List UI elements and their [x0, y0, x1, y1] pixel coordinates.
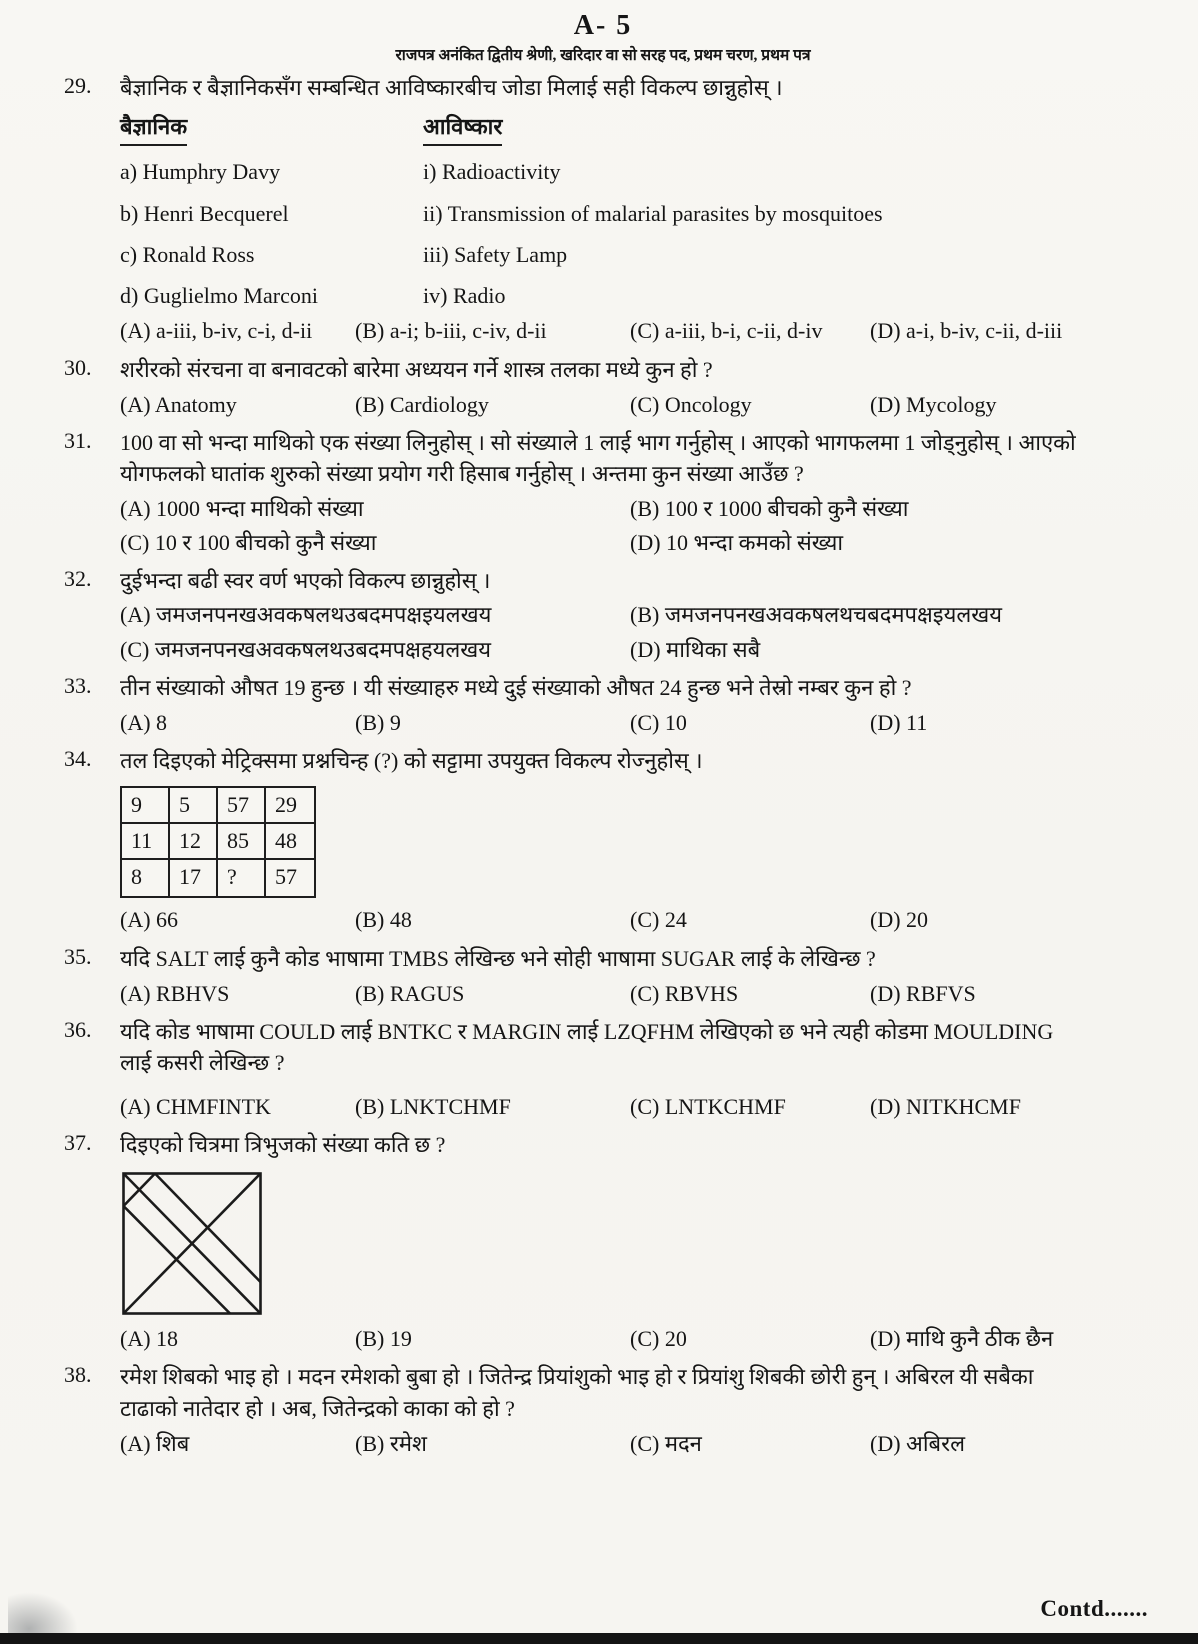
option-b: (B) 19 [355, 1326, 412, 1352]
matrix-cell: 85 [218, 824, 266, 860]
question-number: 32. [64, 566, 92, 592]
matrix-table [120, 786, 316, 898]
option-b: (B) 9 [355, 709, 401, 735]
options-row [120, 315, 1142, 346]
matrix-row [122, 824, 314, 860]
option-c: (C) 10 र 100 बीचको कुनै संख्या [120, 529, 377, 555]
option-b: (B) LNKTCHMF [355, 1093, 511, 1119]
option-d: (D) अबिरल [870, 1430, 966, 1456]
question-38 [64, 1361, 1142, 1459]
match-column-header-right: आविष्कार [423, 111, 502, 146]
option-d: (D) 11 [870, 709, 928, 735]
match-pair-right: iii) Safety Lamp [423, 241, 568, 267]
match-pair-right: iv) Radio [423, 283, 506, 309]
matrix-cell: 12 [170, 824, 218, 860]
option-b: (B) Cardiology [355, 391, 489, 417]
option-c: (C) a-iii, b-i, c-ii, d-iv [630, 318, 823, 344]
matrix-cell: 57 [275, 864, 297, 890]
option-d: (D) a-i, b-iv, c-ii, d-iii [870, 318, 1063, 344]
matrix-cell: 8 [122, 860, 170, 896]
question-36 [64, 1016, 1142, 1122]
matrix-cell: 11 [122, 824, 170, 860]
match-pair-left: c) Ronald Ross [120, 241, 255, 267]
option-a: (A) 66 [120, 907, 179, 933]
question-text: बैज्ञानिक र बैज्ञानिकसँग सम्बन्धित आविष्कारबीच जोडा मिलाई सही विकल्प छान्नुहोस् । [120, 75, 783, 100]
option-b: (B) a-i; b-iii, c-iv, d-ii [355, 318, 547, 344]
triangle-count-figure [122, 1172, 1142, 1315]
option-a: (A) CHMFINTK [120, 1093, 271, 1119]
option-a: (A) 18 [120, 1326, 179, 1352]
question-29 [64, 72, 1142, 347]
option-c: (C) जमजनपनखअवकषलथउबदमपक्षहयलखय [120, 636, 492, 662]
question-number: 36. [64, 1017, 92, 1043]
match-pair-left: a) Humphry Davy [120, 159, 281, 185]
square-diagonals-figure [122, 1172, 262, 1315]
option-c: (C) 10 [630, 709, 687, 735]
bottom-scan-edge [0, 1633, 1198, 1644]
options-row [120, 634, 1142, 665]
option-d: (D) माथि कुनै ठीक छैन [870, 1326, 1054, 1352]
option-b: (B) जमजनपनखअवकषलथचबदमपक्षइयलखय [630, 602, 1003, 628]
options-row [120, 707, 1142, 738]
question-31 [64, 427, 1142, 558]
scan-smudge [8, 1592, 78, 1638]
match-pair-right: ii) Transmission of malarial parasites by mosquitoes [423, 200, 883, 226]
option-a: (A) शिब [120, 1430, 190, 1456]
matrix-row [122, 860, 314, 896]
question-number: 38. [64, 1362, 92, 1388]
match-pair-left: b) Henri Becquerel [120, 200, 289, 226]
question-number: 37. [64, 1129, 92, 1155]
option-d: (D) Mycology [870, 391, 997, 417]
question-number: 33. [64, 672, 92, 698]
question-text: यदि कोड भाषामा COULD लाई BNTKC र MARGIN लाई LZQFHM लेखिएको छ भने त्यही कोडमा MOULDING [120, 1019, 1054, 1045]
options-row [120, 978, 1142, 1009]
question-34 [64, 745, 1142, 935]
option-a: (A) 8 [120, 709, 168, 735]
matrix-cell: ? [218, 860, 266, 896]
options-row [120, 1323, 1142, 1354]
option-c: (C) 24 [630, 907, 687, 933]
option-b: (B) रमेश [355, 1430, 427, 1456]
question-number: 34. [64, 746, 92, 772]
question-30 [64, 354, 1142, 420]
question-text: 100 वा सो भन्दा माथिको एक संख्या लिनुहोस् । सो संख्याले 1 लाई भाग गर्नुहोस् । आएको भागफलमा 1 जोड्नुहोस् । आएको [120, 430, 1076, 456]
option-a: (A) RBHVS [120, 980, 230, 1006]
question-text: रमेश शिबको भाइ हो । मदन रमेशको बुबा हो । जितेन्द्र प्रियांशुको भाइ हो र प्रियांशु शिबकी छोरी हुन् । अबिरल यी सबैका [120, 1364, 1034, 1390]
option-d: (D) माथिका सबै [630, 636, 761, 662]
option-b: (B) 48 [355, 907, 412, 933]
matrix-cell: 5 [170, 788, 218, 824]
question-text: दिइएको चित्रमा त्रिभुजको संख्या कति छ ? [120, 1131, 446, 1157]
page-code: A- 5 [573, 10, 633, 41]
option-c: (C) 20 [630, 1326, 687, 1352]
question-text: टाढाको नातेदार हो । अब, जितेन्द्रको काका को हो ? [120, 1395, 515, 1421]
option-d: (D) RBFVS [870, 980, 976, 1006]
option-b: (B) 100 र 1000 बीचको कुनै संख्या [630, 495, 909, 521]
option-c: (C) Oncology [630, 391, 752, 417]
options-row [120, 527, 1142, 558]
option-a: (A) 1000 भन्दा माथिको संख्या [120, 495, 364, 521]
options-row [120, 1428, 1142, 1459]
matrix-cell: 48 [266, 824, 314, 860]
question-text: तीन संख्याको औषत 19 हुन्छ । यी संख्याहरु मध्ये दुई संख्याको औषत 24 हुन्छ भने तेस्रो नम्बर कुन हो ? [120, 674, 912, 700]
question-text: दुईभन्दा बढी स्वर वर्ण भएको विकल्प छान्नुहोस् । [120, 568, 491, 594]
option-b: (B) RAGUS [355, 980, 465, 1006]
options-row [120, 1091, 1142, 1122]
option-d: (D) 10 भन्दा कमको संख्या [630, 529, 844, 555]
question-text: तल दिइएको मेट्रिक्समा प्रश्नचिन्ह (?) को सट्टामा उपयुक्त विकल्प रोज्नुहोस् । [120, 748, 703, 774]
match-pair-left: d) Guglielmo Marconi [120, 283, 318, 309]
question-35 [64, 943, 1142, 1009]
matrix-cell: 17 [170, 860, 218, 896]
question-text: यदि SALT लाई कुनै कोड भाषामा TMBS लेखिन्छ भने सोही भाषामा SUGAR लाई के लेखिन्छ ? [120, 945, 876, 971]
question-text: शरीरको संरचना वा बनावटको बारेमा अध्ययन गर्ने शास्त्र तलका मध्ये कुन हो ? [120, 356, 713, 382]
option-c: (C) मदन [630, 1430, 702, 1456]
question-number: 31. [64, 428, 92, 454]
matrix-cell: 29 [266, 788, 314, 824]
matrix-cell: 9 [122, 788, 170, 824]
question-37 [64, 1129, 1142, 1354]
options-row [120, 389, 1142, 420]
option-c: (C) RBVHS [630, 980, 739, 1006]
matrix-row [122, 788, 314, 824]
options-row [120, 904, 1142, 935]
paper-subtitle: राजपत्र अनंकित द्वितीय श्रेणी, खरिदार वा सो सरह पद, प्रथम चरण, प्रथम पत्र [395, 47, 811, 64]
continued-label: Contd....... [1040, 1596, 1148, 1621]
option-d: (D) 20 [870, 907, 929, 933]
question-text: लाई कसरी लेखिन्छ ? [120, 1050, 285, 1076]
option-a: (A) a-iii, b-iv, c-i, d-ii [120, 318, 313, 344]
question-text: योगफलको घातांक शुरुको संख्या प्रयोग गरी हिसाब गर्नुहोस् । अन्तमा कुन संख्या आउँछ ? [120, 461, 804, 487]
match-column-header-left: बैज्ञानिक [120, 111, 187, 146]
question-number: 35. [64, 943, 92, 969]
option-a: (A) Anatomy [120, 391, 237, 417]
question-32 [64, 565, 1142, 665]
question-33 [64, 672, 1142, 738]
question-number: 29. [64, 73, 92, 98]
option-a: (A) जमजनपनखअवकषलथउबदमपक्षइयलखय [120, 602, 492, 628]
matrix-cell: 57 [218, 788, 266, 824]
question-number: 30. [64, 354, 92, 380]
option-c: (C) LNTKCHMF [630, 1093, 786, 1119]
options-row [120, 599, 1142, 630]
option-d: (D) NITKHCMF [870, 1093, 1021, 1119]
match-columns [120, 111, 1142, 311]
match-pair-right: i) Radioactivity [423, 159, 561, 185]
options-row [120, 493, 1142, 524]
